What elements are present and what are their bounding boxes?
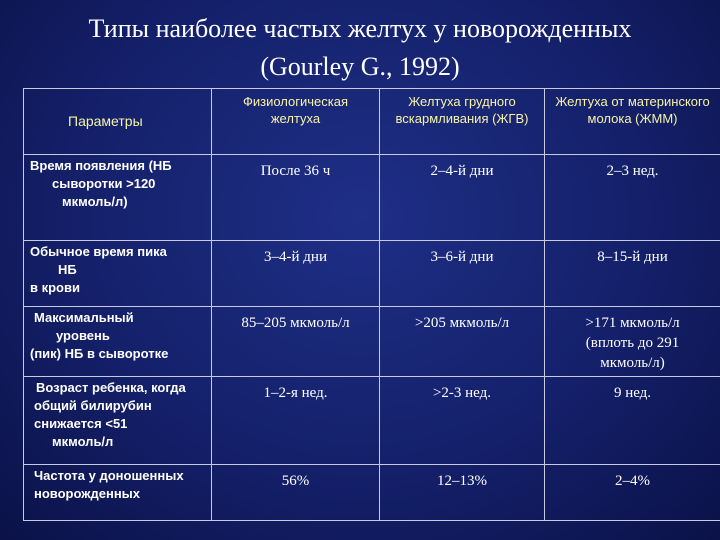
row-label-line: общий билирубин — [34, 398, 152, 413]
table-row — [24, 241, 720, 307]
cell-text: >205 мкмоль/л — [414, 315, 510, 331]
cell-physiological — [212, 241, 380, 307]
cell-breastmilk — [545, 307, 720, 377]
cell-text: >2-3 нед. — [432, 385, 492, 401]
table-row — [24, 155, 720, 241]
table-row — [24, 307, 720, 377]
header-breastfeeding: Желтуха грудного вскармливания (ЖГВ) — [380, 89, 545, 155]
row-label-line: уровень — [56, 328, 110, 343]
cell-breastfeeding — [380, 377, 545, 465]
slide-title — [0, 10, 720, 86]
row-label-line: Максимальный — [34, 310, 134, 325]
header-physiological: Физиологическая желтуха — [212, 89, 380, 155]
cell-text: 85–205 мкмоль/л — [241, 315, 350, 331]
cell-breastfeeding — [380, 307, 545, 377]
cell-breastmilk — [545, 377, 720, 465]
cell-text: 3–4-й дни — [264, 249, 327, 265]
row-label-line: Время появления (НБ — [30, 158, 172, 173]
cell-text: мкмоль/л) — [600, 355, 665, 371]
cell-text: 2–4% — [615, 473, 650, 489]
cell-breastfeeding — [380, 155, 545, 241]
cell-text: 8–15-й дни — [597, 249, 668, 265]
table-row — [24, 465, 720, 521]
row-label-line: мкмоль/л — [52, 434, 114, 449]
row-label-line: в крови — [30, 280, 80, 295]
title-line-2: (Gourley G., 1992) — [260, 52, 460, 81]
cell-text: (вплоть до 291 — [585, 335, 680, 351]
cell-breastfeeding — [380, 465, 545, 521]
row-label-line: (пик) НБ в сыворотке — [30, 346, 169, 361]
cell-text: 2–3 нед. — [606, 163, 659, 179]
cell-text: 9 нед. — [613, 385, 652, 401]
row-label — [24, 241, 212, 307]
cell-physiological — [212, 155, 380, 241]
cell-text: После 36 ч — [260, 163, 331, 179]
row-label-line: снижается <51 — [34, 416, 128, 431]
header-param: Параметры — [24, 89, 212, 155]
cell-text: 56% — [281, 473, 310, 489]
row-label — [24, 465, 212, 521]
cell-text: 3–6-й дни — [430, 249, 494, 265]
cell-breastmilk — [545, 155, 720, 241]
cell-text: 2–4-й дни — [430, 163, 494, 179]
row-label-line: Частота у доношенных — [34, 468, 184, 483]
cell-text: 1–2-я нед. — [263, 385, 328, 401]
cell-physiological — [212, 307, 380, 377]
row-label-line: Возраст ребенка, когда — [36, 380, 186, 395]
cell-breastfeeding — [380, 241, 545, 307]
row-label-line: Обычное время пика — [30, 244, 167, 259]
header-breastmilk: Желтуха от материнского молока (ЖММ) — [545, 89, 720, 155]
cell-breastmilk — [545, 465, 720, 521]
row-label-line: сыворотки >120 — [52, 176, 156, 191]
cell-physiological — [212, 377, 380, 465]
row-label-line: новорожденных — [34, 486, 140, 501]
cell-breastmilk — [545, 241, 720, 307]
cell-physiological — [212, 465, 380, 521]
title-line-1: Типы наиболее частых желтух у новорожденных — [88, 14, 632, 43]
jaundice-table — [23, 88, 720, 521]
cell-text: >171 мкмоль/л — [585, 315, 680, 331]
header-row — [24, 89, 720, 155]
cell-text: 12–13% — [437, 473, 487, 489]
row-label-line: мкмоль/л) — [62, 194, 128, 209]
row-label — [24, 377, 212, 465]
row-label — [24, 307, 212, 377]
row-label-line: НБ — [58, 262, 77, 277]
row-label — [24, 155, 212, 241]
table-row — [24, 377, 720, 465]
